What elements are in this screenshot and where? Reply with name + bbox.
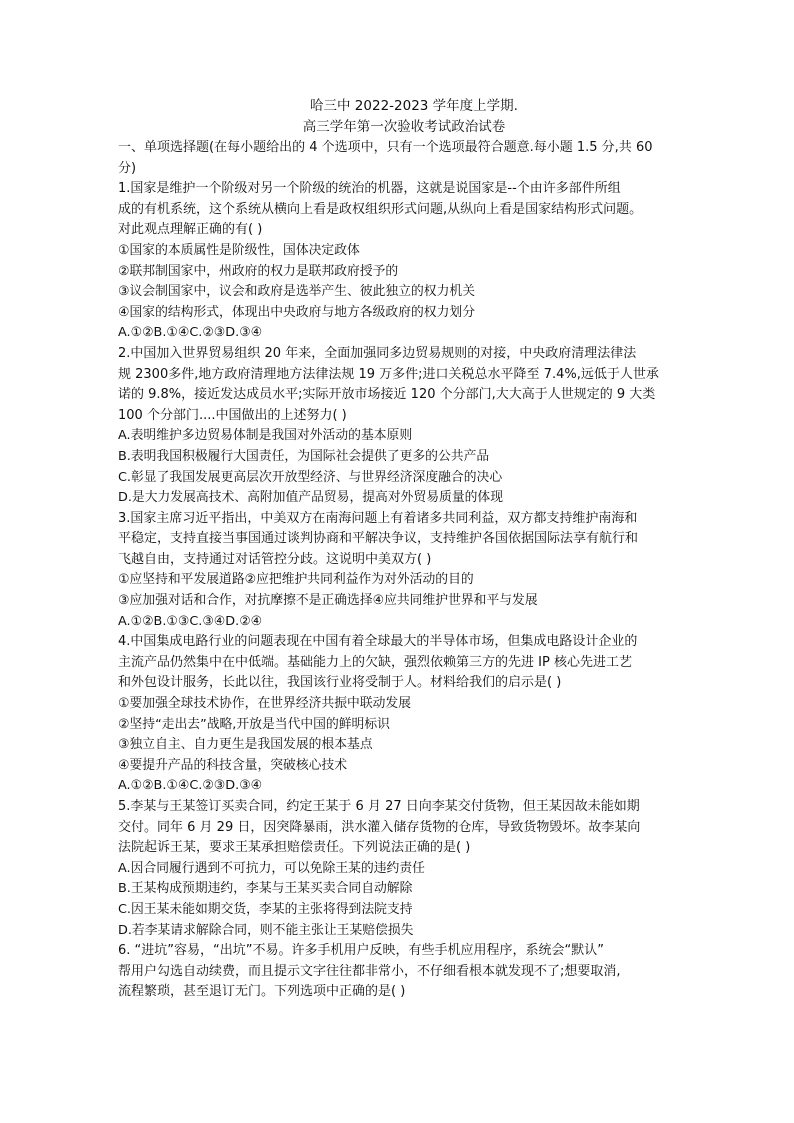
question-option: A.因合同履行遇到不可抗力，可以免除王某的违约责任 bbox=[118, 860, 425, 876]
question-option: ③独立自主、自力更生是我国发展的根本基点 bbox=[118, 737, 373, 753]
question-3 bbox=[118, 509, 690, 633]
question-option: ③应加强对话和合作，对抗摩擦不是正确选择④应共同维护世界和平与发展 bbox=[118, 593, 538, 609]
question-option: ②坚持“走出去”战略,开放是当代中国的鲜明标识 bbox=[118, 716, 390, 732]
question-stem-line: 主流产品仍然集中在中低端。基础能力上的欠缺，强烈依赖第三方的先进 IP 核心先进工艺 bbox=[118, 654, 632, 670]
question-stem-line: 成的有机系统，这个系统从横向上看是政权组织形式问题,从纵向上看是国家结构形式问题。 bbox=[118, 201, 643, 217]
question-option: C.彰显了我国发展更高层次开放型经济、与世界经济深度融合的决心 bbox=[118, 469, 503, 485]
question-stem-line: 和外包设计服务，长此以往，我国该行业将受制于人。材料给我们的启示是( ) bbox=[118, 675, 562, 691]
question-stem-line: 对此观点理解正确的有( ) bbox=[118, 222, 263, 238]
exam-title: 高三学年第一次验收考试政治试卷 bbox=[302, 119, 506, 135]
question-option: B.王某构成预期违约，李某与王某买卖合同自动解除 bbox=[118, 881, 413, 897]
question-option: A.①②B.①④C.②③D.③④ bbox=[118, 778, 263, 794]
question-stem-line: 4.中国集成电路行业的问题表现在中国有着全球最大的半导体市场，但集成电路设计企业的 bbox=[118, 634, 638, 650]
question-5 bbox=[118, 797, 690, 941]
question-option: A.①②B.①③C.③④D.②④ bbox=[118, 613, 263, 629]
question-stem-line: 法院起诉王某，要求王某承担赔偿责任。下列说法正确的是( ) bbox=[118, 840, 471, 856]
question-stem-line: 规 2300多件,地方政府清理地方法律法规 19 万多件;进口关税总水平降至 7.4%,远低于人世承 bbox=[118, 366, 659, 382]
question-option: ①应坚持和平发展道路②应把维护共同利益作为对外活动的目的 bbox=[118, 572, 474, 588]
question-stem-line: 帮用户勾选自动续费，而且提示文字往往都非常小，不仔细看根本就发现不了;想要取消, bbox=[118, 963, 621, 979]
question-option: A.①②B.①④C.②③D.③④ bbox=[118, 325, 263, 341]
question-6 bbox=[118, 941, 690, 1003]
exam-page bbox=[118, 96, 690, 1003]
question-option: ①国家的本质属性是阶级性，国体决定政体 bbox=[118, 242, 360, 258]
question-option: B.表明我国积极履行大国责任，为国际社会提供了更多的公共产品 bbox=[118, 448, 490, 464]
question-stem-line: 6. “进坑”容易，“出坑”不易。许多手机用户反映，有些手机应用程序，系统会“默认” bbox=[118, 943, 604, 959]
question-stem-line: 3.国家主席习近平指出，中美双方在南海问题上有着诸多共同利益，双方都支持维护南海和 bbox=[118, 510, 638, 526]
question-option: ③议会制国家中，议会和政府是选举产生、彼此独立的权力机关 bbox=[118, 284, 475, 300]
question-stem-line: 2.中国加入世界贸易组织 20 年来，全面加强同多边贸易规则的对接，中央政府清理法律法 bbox=[118, 345, 637, 361]
question-option: A.表明维护多边贸易体制是我国对外活动的基本原则 bbox=[118, 428, 413, 444]
question-option: ①要加强全球技术协作，在世界经济共振中联动发展 bbox=[118, 696, 412, 712]
question-option: ④国家的结构形式，体现出中央政府与地方各级政府的权力划分 bbox=[118, 304, 475, 320]
question-2 bbox=[118, 344, 690, 509]
section-instructions: 一、单项选择题(在每小题给出的 4 个选项中，只有一个选项最符合题意.每小题 1.5 分,共 60 分) bbox=[118, 140, 653, 176]
question-stem-line: 诺的 9.8%，接近发达成员水平;实际开放市场接近 120 个分部门,大大高于人世规定的 9 大类 bbox=[118, 387, 656, 403]
question-stem-line: 5.李某与王某签订买卖合同，约定王某于 6 月 27 日向李某交付货物，但王某因故未能如期 bbox=[118, 799, 640, 814]
question-4 bbox=[118, 632, 690, 797]
question-stem-line: 1.国家是维护一个阶级对另一个阶级的统治的机器，这就是说国家是--个由许多部件所组 bbox=[118, 181, 621, 197]
question-option: C.因王某未能如期交货，李某的主张将得到法院支持 bbox=[118, 901, 413, 917]
question-option: ④要提升产品的科技含量，突破核心技术 bbox=[118, 757, 348, 773]
question-list bbox=[118, 179, 690, 1003]
question-1 bbox=[118, 179, 690, 344]
school-title: 哈三中 2022-2023 学年度上学期. bbox=[310, 98, 518, 114]
question-option: D.是大力发展高技术、高附加值产品贸易，提高对外贸易质量的体现 bbox=[118, 490, 504, 506]
question-option: ②联邦制国家中，州政府的权力是联邦政府授予的 bbox=[118, 263, 399, 279]
question-stem-line: 平稳定，支持直接当事国通过谈判协商和平解决争议，支持维护各国依据国际法享有航行和 bbox=[118, 531, 639, 547]
question-stem-line: 流程繁琐，甚至退订无门。下列选项中正确的是( ) bbox=[118, 984, 406, 1000]
question-stem-line: 交付。同年 6 月 29 日，因突降暴雨，洪水灌入储存货物的仓库，导致货物毁坏。故李某向 bbox=[118, 819, 641, 835]
question-option: D.若李某请求解除合同，则不能主张让王某赔偿损失 bbox=[118, 922, 414, 938]
question-stem-line: 飞越自由，支持通过对话管控分歧。这说明中美双方( ) bbox=[118, 551, 432, 567]
question-stem-line: 100 个分部门....中国做出的上述努力( ) bbox=[118, 407, 347, 423]
